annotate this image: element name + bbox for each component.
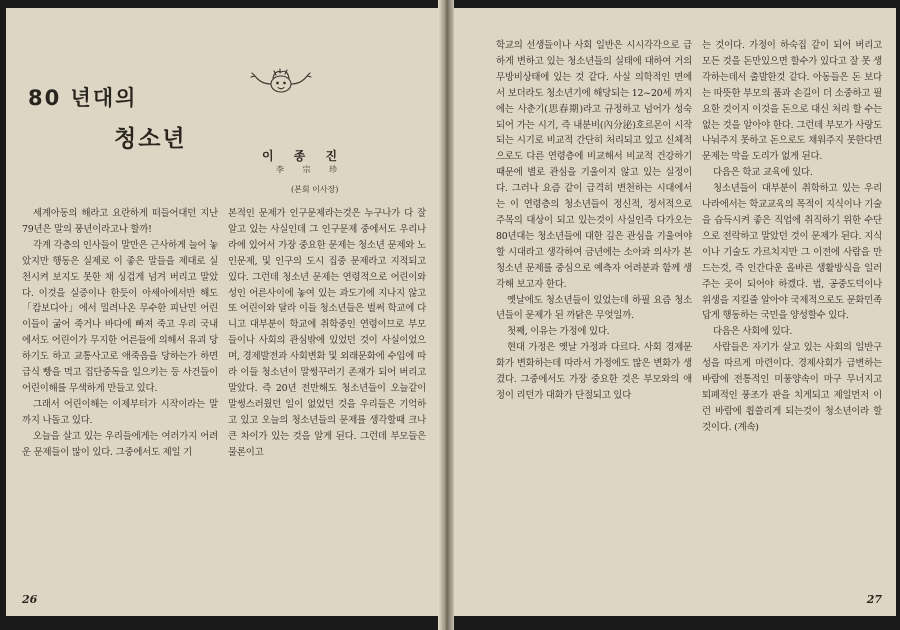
- paragraph: 다음은 사회에 있다.: [713, 326, 793, 338]
- paragraph: 현대 가정은 옛날 가정과 다르다. 사회 경제문화가 변화하는데 따라서 가정에도 많은 변화가 생겼다. 그중에서도 가장 중요한 것은 부모와의 애정이 리던가 대화가 단절되고 있다: [496, 342, 692, 401]
- paragraph: 사람들은 자기가 살고 있는 사회의 일반구성을 따르게 마련이다. 경제사회가 급변하는 바람에 전통적인 미풍양속이 마구 무너지고 퇴폐적인 풍조가 판을 치게되고 제일먼저 이런 바람에 휩쓸리게 되는것이 청소년이라 할 것이다. (계속): [702, 342, 882, 433]
- paragraph: 오늘을 살고 있는 우리들에게는 여러가지 어려운 문제들이 많이 있다. 그중에서도 제일 기: [22, 430, 218, 458]
- left-page-column-2: [228, 206, 426, 461]
- right-page-column-1: [496, 38, 692, 404]
- paragraph: 청소년들이 대부분이 취학하고 있는 우리나라에서는 학교교육의 목적이 지식이나 기술을 습득시켜 좋은 직업에 취직하기 위한 수단으로 전락하고 말았던 것이 문제가 된다. 지식이나 기술도 가르치지만 그 이전에 사람을 만드는것, 즉 인간다운 올바른 생활방식을 일러주는 곳이 되어야 하겠다. 법, 공중도덕이나 위생을 지킬줄 알아야 국제적으로도 문화민족답게 행동하는 국민을 양성할수 있다.: [702, 183, 882, 322]
- paragraph: 그래서 어린이해는 이제부터가 시작이라는 말까지 나돌고 있다.: [22, 398, 218, 426]
- left-page-column-1: [22, 206, 218, 461]
- article-title-line1: 80 년대의: [28, 86, 138, 110]
- paragraph: 본적인 문제가 인구문제라는것은 누구나가 다 잘 알고 있는 사실인데 그 인구문제 중에서도 우리나라에 있어서 가장 중요한 문제는 청소년 문제와 노인문제, 및 인구의 도시 집중 문제라고 지적되고 있다. 그런데 청소년 문제는 연령적으로 어린이와 성인 어른사이에 놓여 있는 과도기에 지나지 않고 또 어린이와 달라 이들 청소년들은 벌써 학교에 다니고 대부분이 학교에 취학중인 연령이므로 부모들이나 사회의 관심밖에 있었던 것이 사실이었으며, 경제발전과 사회변화 및 외래문화에 수입에 따라 이들 청소년이 말썽꾸러기 존재가 되어 버리고 말았다. 즉 20년 전만해도 청소년들이 오늘같이 말썽스러웠던 일이 없었던 것을 우리들은 기억하고 있고 오늘의 청소년들의 문제를 생각할때 크나큰 차이가 있는 것을 알게 된다. 그런데 부모들은 물론이고: [228, 208, 426, 458]
- article-title-line2: 청소년: [114, 126, 187, 152]
- paragraph: 는 것이다. 가정이 하숙집 같이 되어 버리고 모든 것을 돈만있으면 할수가 있다고 잘 못 생각하는데서 출발한것 같다. 아동들은 돈 보다는 따뜻한 부모의 품과 손길이 더 소중하고 필요한 것이지 이것을 돈으로 대신 처리 할 수는 없는 것을 알아야 한다. 그런데 부모가 사랑도 나눠주지 못하고 돈으로도 채워주지 못한다면 문제는 막을 도리가 없게 된다.: [702, 40, 882, 163]
- right-page: [446, 8, 896, 616]
- paragraph: 옛날에도 청소년들이 있었는데 하필 요즘 청소년들이 문제가 된 까닭은 무엇일까.: [496, 294, 692, 322]
- author-name: 이 종 진: [262, 149, 346, 163]
- page-number: 26: [22, 593, 38, 606]
- paragraph: 다음은 학교 교육에 있다.: [713, 167, 813, 179]
- left-page: [6, 8, 444, 616]
- author-affiliation: (본회 이사장): [291, 185, 339, 194]
- paragraph: 세계아동의 해라고 요란하게 떠들어대던 지난 79년은 말의 풍년이라고나 할까!: [22, 208, 218, 235]
- paragraph: 학교의 선생들이나 사회 일반은 시시각각으로 급하게 변하고 있는 청소년들의 실태에 대하여 거의 무방비상태에 있는 것 같다. 사실 의학적인 면에서 보더라도 청소년기에 해당되는 12~20세 까지에는 사춘기(思春期)라고 규정하고 넘어가 성숙되어 가는 시기, 즉 내분비(內分泌)호르몬이 시작되는 시기로 비교적 간단히 처리되고 있고 신체적으로도 다른 연령층에 비교해서 비교적 건강하기 때문에 별로 관심을 기울이지 않고 있는 실정이다. 그러나 요즘 같이 급격히 변천하는 시대에서는 이 연령층의 청소년들이 정신적, 정서적으로 주목의 대상이 되고 있는것이 사실인즉 다가오는 80년대는 청소년들에 대한 깊은 관심을 기울여야 할 시대라고 생각하여 금년에는 소아과 의사가 본 청소년 문제를 중심으로 예측자 어려분과 함께 생각해 보고자 한다.: [496, 40, 692, 290]
- author-name-hanja: 李 宗 珍: [276, 165, 346, 174]
- binding-gutter: [438, 0, 454, 630]
- child-doodle-illustration: [249, 66, 313, 100]
- right-page-column-2: [702, 38, 882, 436]
- paragraph: 첫째, 이유는 가정에 있다.: [507, 326, 610, 338]
- page-number: 27: [866, 593, 882, 606]
- paragraph: 각계 각층의 인사들이 말만은 근사하게 늘어 놓았지만 행동은 실제로 이 좋은 말들을 제대로 실천시켜 보지도 못한 채 싱겁게 넘겨 버리고 말았다. 이것을 실증이나 한듯이 아세아에서만 해도 「캄보디아」에서 밀려나온 무수한 피난민 어린이들이 굶어 죽거나 바다에 빠져 죽고 우리 국내에서도 어린이가 무지한 어른들에 의해서 유괴 당하기도 하고 교통사고로 애죽음을 당하는가 하면 급식 빵을 먹고 집단중독을 일으키는 등 사건들이 어린이해를 무색하게 만들고 있다.: [22, 239, 218, 394]
